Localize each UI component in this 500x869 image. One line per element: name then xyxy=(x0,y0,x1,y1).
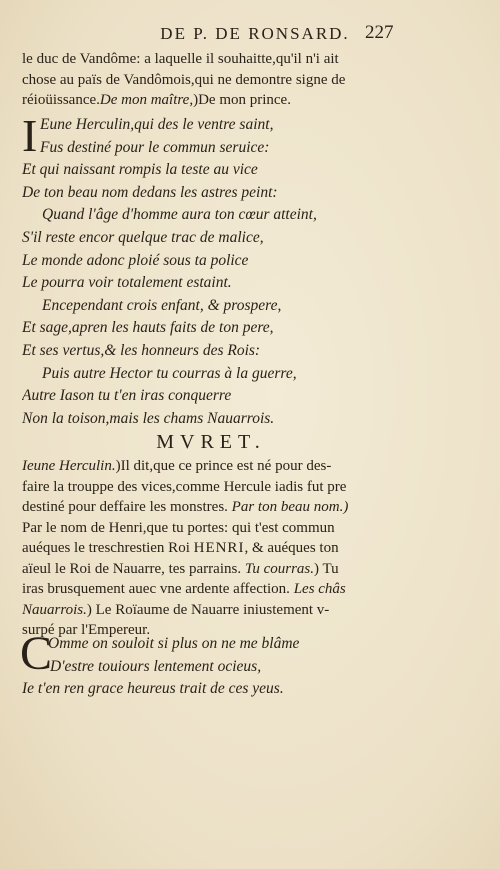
commentary-line: Nauarrois.) Le Roïaume de Nauarre iniustement v- xyxy=(22,601,330,618)
verse-line: Autre Iason tu t'en iras conquerre xyxy=(22,387,232,405)
verse-line: Non la toison,mais les chams Nauarrois. xyxy=(22,409,275,427)
verse-line: Fus destiné pour le commun seruice: xyxy=(40,138,270,156)
verse-line: Et qui naissant rompis la teste au vice xyxy=(22,161,258,179)
verse-line: Et sage,apren les hauts faits de ton pere, xyxy=(22,319,274,337)
commentary-line: auéques le treschrestien Roi HENRI, & auéques ton xyxy=(22,540,339,556)
verse-line: Le pourra voir totalement estaint. xyxy=(22,274,232,292)
page-number: 227 xyxy=(365,22,394,43)
verse-line: D'estre touiours lentement ocieus, xyxy=(50,657,262,675)
verse-line: Quand l'âge d'homme aura ton cœur atteint, xyxy=(42,206,317,224)
verse-line: Omme on souloit si plus on ne me blâme xyxy=(48,635,300,652)
commentary-heading: MVRET. xyxy=(156,431,266,453)
verse-line: Puis autre Hector tu courras à la guerre, xyxy=(42,364,297,382)
verse-line: S'il reste encor quelque trac de malice, xyxy=(22,228,264,246)
next-poem xyxy=(22,633,400,701)
sonnet xyxy=(22,110,400,430)
verse-line: Eune Herculin,qui des le ventre saint, xyxy=(40,116,274,133)
intro-line: chose au païs de Vandômois,qui ne demontre signe de xyxy=(22,71,346,88)
commentary-line: Par le nom de Henri,que tu portes: qui t'est commun xyxy=(22,519,335,536)
commentary-line: surpé par l'Empereur. xyxy=(22,622,151,638)
commentary xyxy=(22,456,400,641)
verse-line: Encependant crois enfant, & prospere, xyxy=(42,296,282,314)
verse-line: Le monde adonc ploié sous ta police xyxy=(22,251,249,269)
commentary-line: iras brusquement auec vne ardente affection. Les châs xyxy=(22,581,346,597)
intro-paragraph xyxy=(22,49,400,111)
drop-cap-c: C xyxy=(20,627,53,680)
intro-line: réioüissance.De mon maître,)De mon prince. xyxy=(22,92,291,108)
drop-cap-i: I xyxy=(22,110,38,161)
commentary-line: faire la trouppe des vices,comme Hercule iadis fut pre xyxy=(22,478,347,495)
verse-line: Ie t'en ren grace heureus trait de ces yeus. xyxy=(22,680,284,698)
commentary-line: Ieune Herculin.)Il dit,que ce prince est né pour des- xyxy=(22,458,332,474)
verse-line: De ton beau nom dedans les astres peint: xyxy=(22,183,278,201)
verse-line: Et ses vertus,& les honneurs des Rois: xyxy=(22,341,261,359)
intro-line: le duc de Vandôme: a laquelle il souhaitte,qu'il n'i ait xyxy=(22,51,339,67)
commentary-line: aïeul le Roi de Nauarre, tes parrains. Tu courras.) Tu xyxy=(22,560,339,577)
commentary-line: destiné pour deffaire les monstres. Par ton beau nom.) xyxy=(22,499,349,515)
running-head: DE P. DE RONSARD. xyxy=(160,24,350,43)
